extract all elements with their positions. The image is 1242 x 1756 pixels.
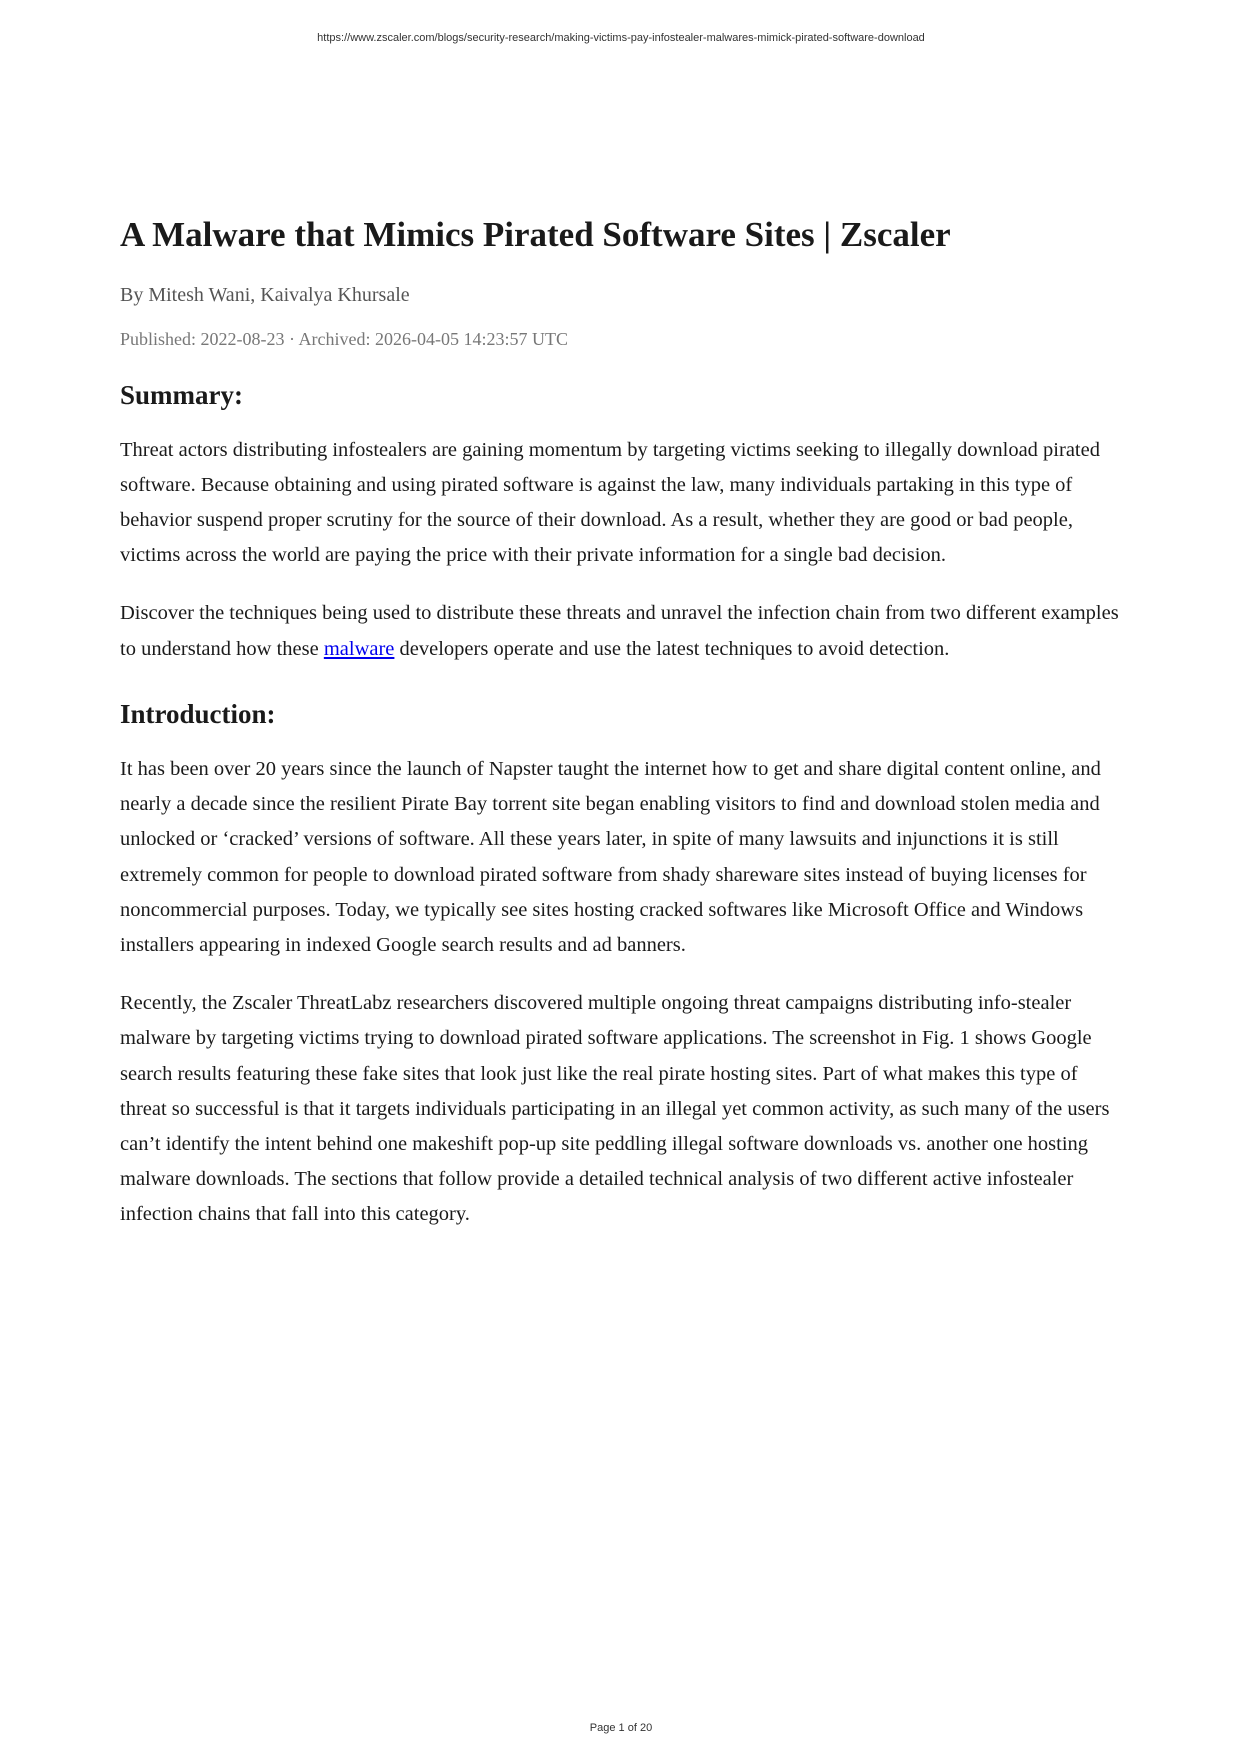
text: Discover the techniques being used to distribute these threats and unravel the infection chain from two different examples to understand how these bbox=[120, 602, 1119, 660]
text: developers operate and use the latest techniques to avoid detection. bbox=[394, 637, 950, 660]
malware-link[interactable]: malware bbox=[323, 637, 395, 660]
byline: By Mitesh Wani, Kaivalya Khursale bbox=[120, 283, 410, 306]
article bbox=[120, 212, 1128, 1256]
page-url-header: https://www.zscaler.com/blogs/security-research/making-victims-pay-infostealer-malwares-mimick-pirated-software-download bbox=[317, 32, 925, 44]
summary-paragraph-2 bbox=[120, 596, 1128, 666]
introduction-heading: Introduction: bbox=[120, 698, 276, 729]
summary-heading: Summary: bbox=[120, 379, 243, 410]
page-number: Page 1 of 20 bbox=[589, 1722, 653, 1734]
summary-paragraph-1: Threat actors distributing infostealers are gaining momentum by targeting victims seeking to illegally download pirated software. Because obtaining and using pirated software is against the law, many individuals partaking in this type of behavior suspend proper scrutiny for the source of their download. As a result, whether they are good or bad people, victims across the world are paying the price with their private information for a single bad decision. bbox=[120, 438, 1100, 567]
intro-paragraph-1: It has been over 20 years since the launch of Napster taught the internet how to get and share digital content online, and nearly a decade since the resilient Pirate Bay torrent site began enabling visitors to find and download stolen media and unlocked or ‘cracked’ versions of software. All these years later, in spite of many lawsuits and injunctions it is still extremely common for people to download pirated software from shady shareware sites instead of buying licenses for noncommercial purposes. Today, we typically see sites hosting cracked softwares like Microsoft Office and Windows installers appearing in indexed Google search results and ad banners. bbox=[120, 757, 1101, 956]
article-title: A Malware that Mimics Pirated Software Sites | Zscaler bbox=[120, 215, 951, 254]
publish-meta: Published: 2022-08-23 · Archived: 2026-04-05 14:23:57 UTC bbox=[120, 328, 568, 349]
intro-paragraph-2: Recently, the Zscaler ThreatLabz researchers discovered multiple ongoing threat campaigns distributing info-stealer malware by targeting victims trying to download pirated software applications. The screenshot in Fig. 1 shows Google search results featuring these fake sites that look just like the real pirate hosting sites. Part of what makes this type of threat so successful is that it targets individuals participating in an illegal yet common activity, as such many of the users can’t identify the intent behind one makeshift pop-up site peddling illegal software downloads vs. another one hosting malware downloads. The sections that follow provide a detailed technical analysis of two different active infostealer infection chains that fall into this category. bbox=[120, 992, 1110, 1226]
